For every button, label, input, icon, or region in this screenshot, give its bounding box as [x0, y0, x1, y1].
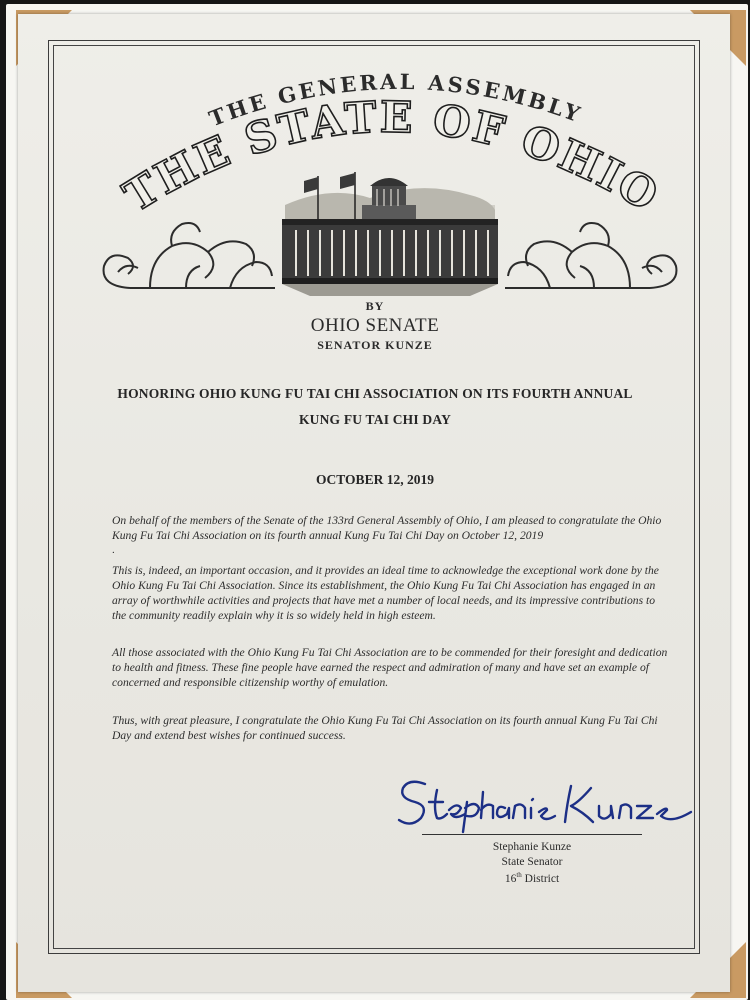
event-date: OCTOBER 12, 2019 [316, 472, 434, 487]
honoring-title-line1: HONORING OHIO KUNG FU TAI CHI ASSOCIATION ON ITS FOURTH ANNUAL [117, 386, 633, 401]
honoring-title-line2: KUNG FU TAI CHI DAY [298, 412, 452, 427]
signature-line [422, 834, 642, 835]
state-of-ohio-title: THE STATE OF OHIO [115, 92, 668, 223]
acanthus-scroll-left [104, 223, 275, 288]
paragraph-4: Thus, with great pleasure, I congratulate the Ohio Kung Fu Tai Chi Association on its fourth annual Kung Fu Tai Chi Day and extend best wishes for continued success. [112, 714, 658, 742]
ohio-statehouse-engraving [282, 172, 498, 296]
paragraph-3: All those associated with the Ohio Kung Fu Tai Chi Association are to be commended for their foresight and dedication to health and fitness. These fine people have earned the respect and admiration of many and have set an example of concerned and responsible citizenship worthy of emulation. [112, 646, 668, 689]
signer-title: State Senator [501, 856, 563, 868]
senator-label: SENATOR KUNZE [317, 338, 433, 352]
acanthus-scroll-right [505, 223, 676, 288]
stray-period: . [112, 544, 115, 556]
handwritten-signature [395, 772, 695, 834]
by-label: BY [365, 299, 385, 313]
signer-name: Stephanie Kunze [492, 841, 572, 853]
general-assembly-title: THE GENERAL ASSEMBLY [205, 68, 586, 132]
signer-district: 16th District [504, 871, 560, 885]
ohio-senate-label: OHIO SENATE [310, 315, 440, 336]
paragraph-1: On behalf of the members of the Senate of the 133rd General Assembly of Ohio, I am pleased to congratulate the Ohio Kung Fu Tai Chi Association on its fourth annual Kung Fu Tai Chi Day on October 12, 2019 [112, 514, 662, 542]
paragraph-2: This is, indeed, an important occasion, and it provides an ideal time to acknowledge the exceptional work done by the Ohio Kung Fu Tai Chi Association. Since its establishment, the Ohio Kung Fu Tai Chi Association has engaged in an array of worthwhile activities and projects that have met a number of local needs, and its impressive contributions to the community readily explain why it is so widely held in high esteem. [112, 564, 659, 622]
certificate-header [0, 0, 750, 300]
